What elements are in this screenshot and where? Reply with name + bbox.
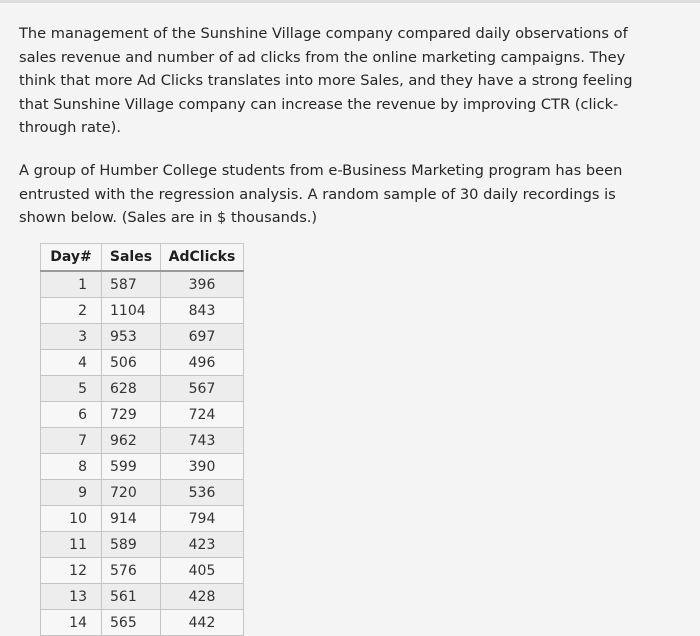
cell-sales: 914 (102, 506, 161, 532)
cell-sales: 720 (102, 480, 161, 506)
cell-day: 3 (41, 324, 102, 350)
table-body (41, 271, 244, 636)
cell-adclicks: 496 (161, 350, 244, 376)
cell-day: 13 (41, 584, 102, 610)
cell-adclicks: 442 (161, 610, 244, 636)
cell-day: 4 (41, 350, 102, 376)
cell-day: 6 (41, 402, 102, 428)
cell-day: 12 (41, 558, 102, 584)
cell-adclicks: 396 (161, 271, 244, 298)
cell-sales: 589 (102, 532, 161, 558)
table-row (41, 454, 244, 480)
cell-adclicks: 697 (161, 324, 244, 350)
cell-sales: 576 (102, 558, 161, 584)
cell-adclicks: 794 (161, 506, 244, 532)
cell-adclicks: 390 (161, 454, 244, 480)
cell-day: 11 (41, 532, 102, 558)
intro-paragraph: The management of the Sunshine Village company compared daily observations of sales revenue and number of ad clicks from the online marketing campaigns. They think that more Ad Clicks translates into more Sales, and they have a strong feeling that Sunshine Village company can increase the revenue by improving CTR (click-through rate). (19, 25, 633, 137)
table-row (41, 558, 244, 584)
cell-adclicks: 405 (161, 558, 244, 584)
cell-adclicks: 536 (161, 480, 244, 506)
cell-sales: 729 (102, 402, 161, 428)
cell-sales: 628 (102, 376, 161, 402)
cell-sales: 599 (102, 454, 161, 480)
cell-sales: 587 (102, 271, 161, 298)
table-row (41, 350, 244, 376)
table-row (41, 428, 244, 454)
cell-adclicks: 423 (161, 532, 244, 558)
cell-adclicks: 843 (161, 298, 244, 324)
cell-sales: 953 (102, 324, 161, 350)
cell-day: 9 (41, 480, 102, 506)
cell-day: 10 (41, 506, 102, 532)
header-sales: Sales (102, 244, 161, 272)
table-row (41, 376, 244, 402)
cell-day: 8 (41, 454, 102, 480)
header-day: Day# (41, 244, 102, 272)
cell-adclicks: 567 (161, 376, 244, 402)
table-row (41, 271, 244, 298)
cell-adclicks: 724 (161, 402, 244, 428)
data-table (40, 243, 244, 636)
cell-sales: 1104 (102, 298, 161, 324)
cell-day: 2 (41, 298, 102, 324)
cell-adclicks: 743 (161, 428, 244, 454)
table-row (41, 298, 244, 324)
table-row (41, 324, 244, 350)
table-row (41, 532, 244, 558)
cell-day: 5 (41, 376, 102, 402)
table-row (41, 480, 244, 506)
table-row (41, 402, 244, 428)
cell-sales: 962 (102, 428, 161, 454)
cell-day: 7 (41, 428, 102, 454)
header-adclicks: AdClicks (161, 244, 244, 272)
cell-adclicks: 428 (161, 584, 244, 610)
table-row (41, 506, 244, 532)
table-header-row (41, 244, 244, 272)
cell-sales: 506 (102, 350, 161, 376)
page-top-border (0, 0, 700, 3)
table-row (41, 584, 244, 610)
context-paragraph: A group of Humber College students from e-Business Marketing program has been entrusted with the regression analysis. A random sample of 30 daily recordings is shown below. (Sales are in $ thousands.) (19, 162, 623, 227)
cell-day: 14 (41, 610, 102, 636)
cell-sales: 565 (102, 610, 161, 636)
cell-day: 1 (41, 271, 102, 298)
table-row (41, 610, 244, 636)
cell-sales: 561 (102, 584, 161, 610)
